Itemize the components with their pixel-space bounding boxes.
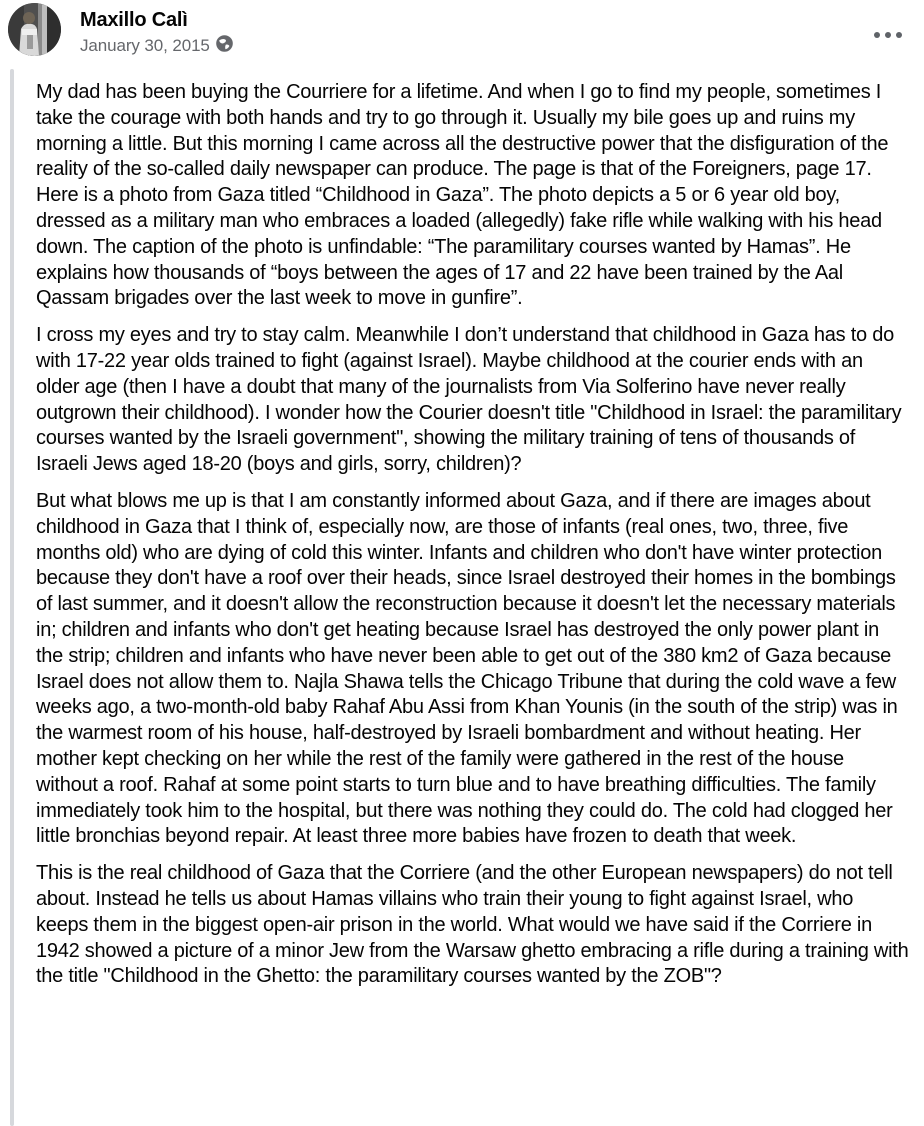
profile-photo	[8, 3, 61, 56]
post-meta	[80, 35, 233, 57]
post-paragraph: This is the real childhood of Gaza that the Corriere (and the other European newspapers) do not tell about. Instead he tells us about Hamas villains who train their young to fight against Israel, who keeps them in the biggest open-air prison in the world. What would we have said if the Corriere in 1942 showed a picture of a minor Jew from the Warsaw ghetto embracing a rifle during a training with the title "Childhood in the Ghetto: the paramilitary courses wanted by the ZOB"?	[36, 862, 909, 988]
post-body	[36, 80, 910, 990]
post-header	[0, 0, 924, 70]
ellipsis-icon	[885, 32, 891, 38]
post-paragraph: My dad has been buying the Courriere for a lifetime. And when I go to find my people, sometimes I take the courage with both hands and try to go through it. Usually my bile goes up and ruins my morning a little. But this morning I came across all the destructive power that the disfiguration of the reality of the so-called daily newspaper can produce. The page is that of the Foreigners, page 17. Here is a photo from Gaza titled “Childhood in Gaza”. The photo depicts a 5 or 6 year old boy, dressed as a military man who embraces a loaded (allegedly) fake rifle while walking with his head down. The caption of the photo is unfindable: “The paramilitary courses wanted by Hamas”. He explains how thousands of “boys between the ages of 17 and 22 have been trained by the Aal Qassam brigades over the last week to move in gunfire”.	[36, 81, 889, 310]
ellipsis-icon	[874, 32, 880, 38]
more-options-button[interactable]	[870, 22, 906, 48]
post-paragraph: But what blows me up is that I am constantly informed about Gaza, and if there are images about childhood in Gaza that I think of, especially now, are those of infants (real ones, two, three, five months old) who are dying of cold this winter. Infants and children who don't have winter protection because they don't have a roof over their heads, since Israel destroyed their homes in the bombings of last summer, and it doesn't allow the reconstruction because it doesn't let the necessary materials in; children and infants who don't get heating because Israel has destroyed the only power plant in the strip; children and infants who have never been able to get out of the 380 km2 of Gaza because Israel does not allow them to. Najla Shawa tells the Chicago Tribune that during the cold wave a few weeks ago, a two-month-old baby Rahaf Abu Assi from Khan Younis (in the south of the strip) was in the warmest room of his house, half-destroyed by Israeli bombardment and without heating. Her mother kept checking on her while the rest of the family were gathered in the rest of the house without a roof. Rahaf at some point starts to turn blue and to have breathing difficulties. The family immediately took him to the hospital, but there was nothing they could do. The cold had clogged her little bronchias beyond repair. At least three more babies have frozen to death that week.	[36, 489, 898, 848]
ellipsis-icon	[896, 32, 902, 38]
header-text	[80, 8, 233, 57]
comment-thread-line	[10, 69, 14, 1126]
avatar[interactable]	[8, 3, 61, 56]
author-name[interactable]: Maxillo Calì	[80, 9, 188, 31]
post-date[interactable]: January 30, 2015	[80, 36, 210, 55]
globe-icon	[216, 35, 233, 57]
post-paragraph: I cross my eyes and try to stay calm. Meanwhile I don’t understand that childhood in Gaza has to do with 17-22 year olds trained to fight (against Israel). Maybe childhood at the courier ends with an older age (then I have a doubt that many of the journalists from Via Solferino have never really outgrown their childhood). I wonder how the Courier doesn't title "Childhood in Israel: the paramilitary courses wanted by the Israeli government", showing the military training of tens of thousands of Israeli Jews aged 18-20 (boys and girls, sorry, children)?	[36, 324, 902, 476]
